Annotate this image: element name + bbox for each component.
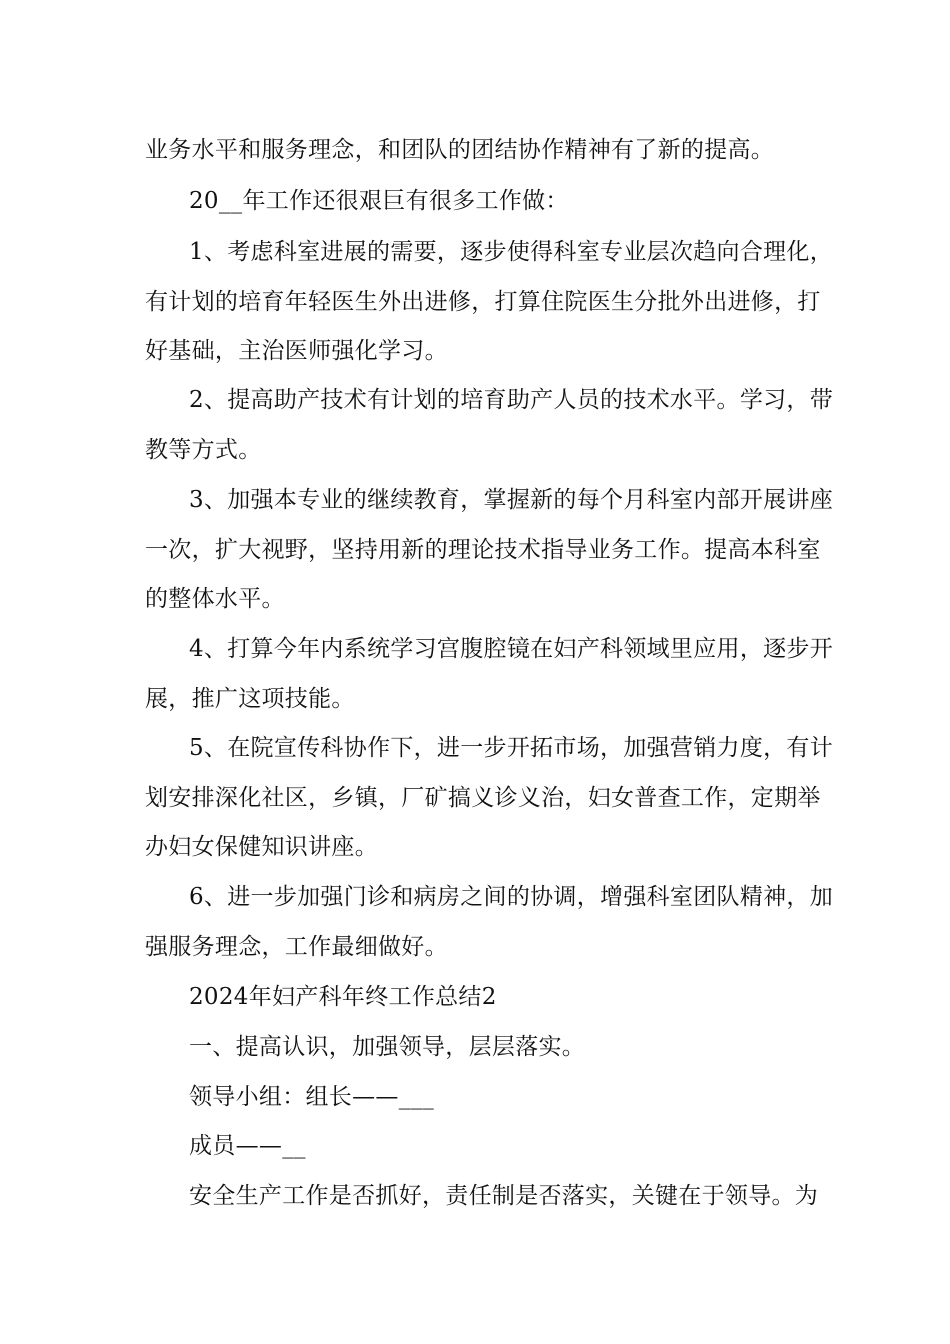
text-line: 3、加强本专业的继续教育，掌握新的每个月科室内部开展讲座	[189, 487, 834, 513]
text-line: 好基础，主治医师强化学习。	[145, 338, 448, 364]
text-line: 20__年工作还很艰巨有很多工作做：	[189, 188, 569, 214]
text-line: 办妇女保健知识讲座。	[145, 834, 378, 860]
section-title	[145, 973, 810, 1023]
text-line: 的整体水平。	[145, 586, 285, 612]
text-line: 展，推广这项技能。	[145, 685, 355, 712]
paragraph-item-3	[145, 476, 834, 625]
paragraph-item-1	[145, 228, 834, 377]
text-line: 2024年妇产科年终工作总结2	[189, 984, 497, 1010]
paragraph-continuation	[145, 126, 810, 176]
text-line: 成员——__	[189, 1133, 306, 1159]
text-line: 6、进一步加强门诊和病房之间的协调，增强科室团队精神，加	[189, 884, 834, 910]
text-line: 1、考虑科室进展的需要，逐步使得科室专业层次趋向合理化，	[189, 239, 834, 265]
text-line: 2、提高助产技术有计划的培育助产人员的技术水平。学习，带	[189, 387, 834, 413]
text-line: 教等方式。	[145, 436, 262, 463]
text-line: 4、打算今年内系统学习宫腹腔镜在妇产科领域里应用，逐步开	[189, 636, 834, 662]
text-line: 安全生产工作是否抓好，责任制是否落实，关键在于领导。为	[189, 1183, 819, 1209]
text-line: 一、提高认识，加强领导，层层落实。	[189, 1034, 586, 1060]
members-line	[145, 1122, 810, 1172]
text-line: 有计划的培育年轻医生外出进修，打算住院医生分批外出进修，打	[145, 288, 821, 315]
paragraph-safety	[145, 1172, 819, 1222]
paragraph-work-intro	[145, 177, 810, 227]
text-line: 一次，扩大视野，坚持用新的理论技术指导业务工作。提高本科室	[145, 536, 821, 563]
text-line: 强服务理念，工作最细做好。	[145, 933, 448, 960]
heading-first	[145, 1023, 810, 1073]
leader-group-line	[145, 1073, 810, 1123]
paragraph-item-6	[145, 873, 834, 972]
text-line: 划安排深化社区，乡镇，厂矿搞义诊义治，妇女普查工作，定期举	[145, 784, 821, 811]
text-line: 业务水平和服务理念，和团队的团结协作精神有了新的提高。	[145, 137, 775, 163]
text-line: 5、在院宣传科协作下，进一步开拓市场，加强营销力度，有计	[189, 735, 834, 761]
paragraph-item-5	[145, 724, 834, 873]
text-line: 领导小组：组长——___	[189, 1084, 435, 1110]
paragraph-item-2	[145, 376, 834, 475]
paragraph-item-4	[145, 625, 834, 724]
